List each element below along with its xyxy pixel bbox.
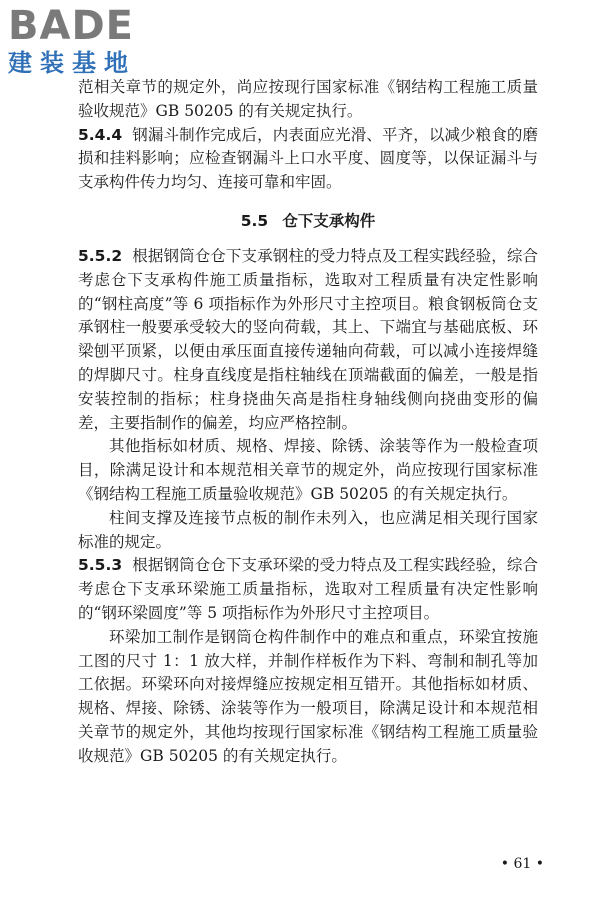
paragraph-continuation: 范相关章节的规定外，尚应按现行国家标准《钢结构工程施工质量验收规范》GB 50205 的有关规定执行。 (78, 78, 538, 120)
section-title: 仓下支承构件 (282, 211, 376, 230)
clause-5-4-4 (78, 124, 538, 195)
clause-number: 5.5.3 (78, 556, 123, 575)
logo-wordmark: BADE (8, 3, 134, 49)
bade-logo (8, 4, 178, 86)
section-heading (78, 209, 538, 233)
clause-number: 5.4.4 (78, 125, 123, 144)
clause-text: 根据钢筒仓仓下支承钢柱的受力特点及工程实践经验，综合考虑仓下支承构件施工质量指标，选取对工程质量有决定性影响的“钢柱高度”等 6 项指标作为外形尺寸主控项目。粮食钢板筒仓支承钢柱一般要承受较大的竖向荷载，其上、下端宜与基础底板、环梁刨平顶紧，以便由承压面直接传递轴向荷载，可以减小连接焊缝的焊脚尺寸。柱身直线度是指柱轴线在顶端截面的偏差，一般是指安装控制的指标；柱身挠曲矢高是指柱身轴线侧向挠曲变形的偏差，主要指制作的偏差，均应严格控制。 (78, 246, 538, 432)
paragraph: 环梁加工制作是钢筒仓构件制作中的难点和重点，环梁宜按施工图的尺寸 1：1 放大样，并制作样板作为下料、弯制和制孔等加工依据。环梁环向对接焊缝应按规定相互错开。其他指标如材质、规格、焊接、除锈、涂装等作为一般项目，除满足设计和本规范相关章节的规定外，其他均按现行国家标准《钢结构工程施工质量验收规范》GB 50205 的有关规定执行。 (78, 627, 538, 765)
page-number: • 61 • (500, 856, 544, 872)
clause-text: 钢漏斗制作完成后，内表面应光滑、平齐，以减少粮食的磨损和挂料影响；应检查钢漏斗上口水平度、圆度等，以保证漏斗与支承构件传力均匀、连接可靠和牢固。 (78, 125, 538, 192)
clause-text: 根据钢筒仓仓下支承环梁的受力特点及工程实践经验，综合考虑仓下支承环梁施工质量指标，选取对工程质量有决定性影响的“钢环梁圆度”等 5 项指标作为外形尺寸主控项目。 (78, 556, 538, 622)
logo-subtitle: 建装基地 (8, 49, 136, 77)
paragraph: 其他指标如材质、规格、焊接、除锈、涂装等作为一般检查项目，除满足设计和本规范相关章节的规定外，尚应按现行国家标准《钢结构工程施工质量验收规范》GB 50205 的有关规定执行。 (78, 437, 538, 503)
clause-5-5-3 (78, 554, 538, 625)
paragraph: 柱间支撑及连接节点板的制作未列入，也应满足相关现行国家标准的规定。 (78, 508, 538, 551)
page-body (78, 76, 538, 769)
section-number: 5.5 (240, 211, 269, 230)
clause-number: 5.5.2 (78, 246, 123, 265)
clause-5-5-2 (78, 245, 538, 435)
